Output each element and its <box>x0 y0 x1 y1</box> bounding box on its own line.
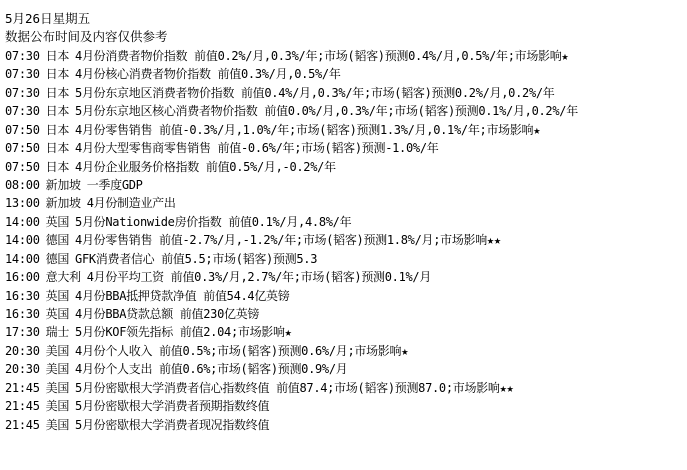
event-time: 07:30 <box>5 85 40 100</box>
event-time: 07:50 <box>5 159 40 174</box>
event-time: 16:30 <box>5 307 40 321</box>
event-description: 5月份东京地区核心消费者物价指数 前值0.0%/月,0.3%/年;市场(韬客)预测0.1%/月,0.2%/年 <box>75 104 578 119</box>
event-time: 07:30 <box>5 104 40 119</box>
event-list <box>5 47 685 434</box>
event-description: 4月份消费者物价指数 前值0.2%/月,0.3%/年;市场(韬客)预测0.4%/月,0.5%/年;市场影响★ <box>75 48 569 63</box>
event-row <box>5 65 685 83</box>
event-row <box>5 139 685 157</box>
event-region: 日本 <box>45 122 70 137</box>
event-time: 07:50 <box>5 141 40 156</box>
event-row <box>5 84 685 102</box>
event-description: 5月份KOF领先指标 前值2.04;市场影响★ <box>75 325 292 340</box>
event-row <box>5 158 685 176</box>
event-time: 20:30 <box>5 343 40 358</box>
event-description: 4月份零售销售 前值-2.7%/月,-1.2%/年;市场(韬客)预测1.8%/月;市场影响★★ <box>75 233 501 248</box>
event-time: 21:45 <box>5 399 40 414</box>
event-region: 意大利 <box>45 270 81 285</box>
event-time: 08:00 <box>5 177 40 192</box>
event-time: 14:00 <box>5 233 40 248</box>
event-region: 美国 <box>45 343 70 358</box>
event-row <box>5 305 685 323</box>
event-description: 4月份BBA抵押贷款净值 前值54.4亿英镑 <box>75 288 290 303</box>
event-region: 日本 <box>45 67 70 82</box>
event-description: 4月份BBA贷款总额 前值230亿英镑 <box>75 307 260 321</box>
event-time: 13:00 <box>5 196 40 211</box>
event-description: 4月份制造业产出 <box>86 196 176 211</box>
event-row <box>5 379 685 397</box>
event-description: 4月份大型零售商零售销售 前值-0.6%/年;市场(韬客)预测-1.0%/年 <box>75 141 439 156</box>
event-row <box>5 194 685 212</box>
event-row <box>5 121 685 139</box>
event-region: 日本 <box>45 104 70 119</box>
event-region: 英国 <box>45 214 70 229</box>
event-region: 德国 <box>45 233 70 248</box>
event-description: 5月份密歇根大学消费者信心指数终值 前值87.4;市场(韬客)预测87.0;市场影响★★ <box>75 380 514 395</box>
event-time: 07:30 <box>5 48 40 63</box>
event-region: 美国 <box>45 417 70 432</box>
event-time: 07:30 <box>5 67 40 82</box>
event-row <box>5 47 685 65</box>
event-region: 美国 <box>45 362 70 377</box>
event-description: 一季度GDP <box>86 177 143 192</box>
event-row <box>5 287 685 305</box>
event-row <box>5 102 685 120</box>
event-time: 17:30 <box>5 325 40 340</box>
event-description: 4月份个人支出 前值0.6%;市场(韬客)预测0.9%/月 <box>75 362 348 377</box>
event-region: 新加坡 <box>45 177 81 192</box>
event-description: 5月份密歇根大学消费者现况指数终值 <box>75 417 270 432</box>
event-region: 日本 <box>45 85 70 100</box>
event-description: GFK消费者信心 前值5.5;市场(韬客)预测5.3 <box>75 251 318 266</box>
event-region: 日本 <box>45 48 70 63</box>
event-time: 07:50 <box>5 122 40 137</box>
event-region: 美国 <box>45 380 70 395</box>
event-region: 德国 <box>45 251 70 266</box>
event-region: 美国 <box>45 399 70 414</box>
event-row <box>5 323 685 341</box>
event-row <box>5 213 685 231</box>
event-time: 16:00 <box>5 270 40 285</box>
event-description: 4月份平均工资 前值0.3%/月,2.7%/年;市场(韬客)预测0.1%/月 <box>86 270 432 285</box>
event-region: 瑞士 <box>45 325 70 340</box>
event-description: 4月份核心消费者物价指数 前值0.3%/月,0.5%/年 <box>75 67 341 82</box>
date-heading: 5月26日星期五 <box>5 11 91 26</box>
event-time: 20:30 <box>5 362 40 377</box>
event-row <box>5 231 685 249</box>
event-time: 16:30 <box>5 288 40 303</box>
event-time: 14:00 <box>5 214 40 229</box>
event-region: 日本 <box>45 141 70 156</box>
event-region: 英国 <box>45 307 70 321</box>
event-row <box>5 397 685 415</box>
event-row <box>5 250 685 268</box>
event-region: 新加坡 <box>45 196 81 211</box>
event-time: 21:45 <box>5 417 40 432</box>
event-row <box>5 176 685 194</box>
event-description: 4月份企业服务价格指数 前值0.5%/月,-0.2%/年 <box>75 159 336 174</box>
event-region: 英国 <box>45 288 70 303</box>
event-description: 4月份零售销售 前值-0.3%/月,1.0%/年;市场(韬客)预测1.3%/月,0.1%/年;市场影响★ <box>75 122 541 137</box>
event-description: 5月份Nationwide房价指数 前值0.1%/月,4.8%/年 <box>75 214 352 229</box>
event-time: 21:45 <box>5 380 40 395</box>
event-row <box>5 360 685 378</box>
event-region: 日本 <box>45 159 70 174</box>
event-row <box>5 268 685 286</box>
event-row <box>5 416 685 434</box>
event-time: 14:00 <box>5 251 40 266</box>
event-description: 4月份个人收入 前值0.5%;市场(韬客)预测0.6%/月;市场影响★ <box>75 343 409 358</box>
event-description: 5月份东京地区消费者物价指数 前值0.4%/月,0.3%/年;市场(韬客)预测0.2%/月,0.2%/年 <box>75 85 555 100</box>
disclaimer-note: 数据公布时间及内容仅供参考 <box>5 29 168 45</box>
economic-calendar-document <box>5 10 685 434</box>
event-description: 5月份密歇根大学消费者预期指数终值 <box>75 399 270 414</box>
event-row <box>5 342 685 360</box>
